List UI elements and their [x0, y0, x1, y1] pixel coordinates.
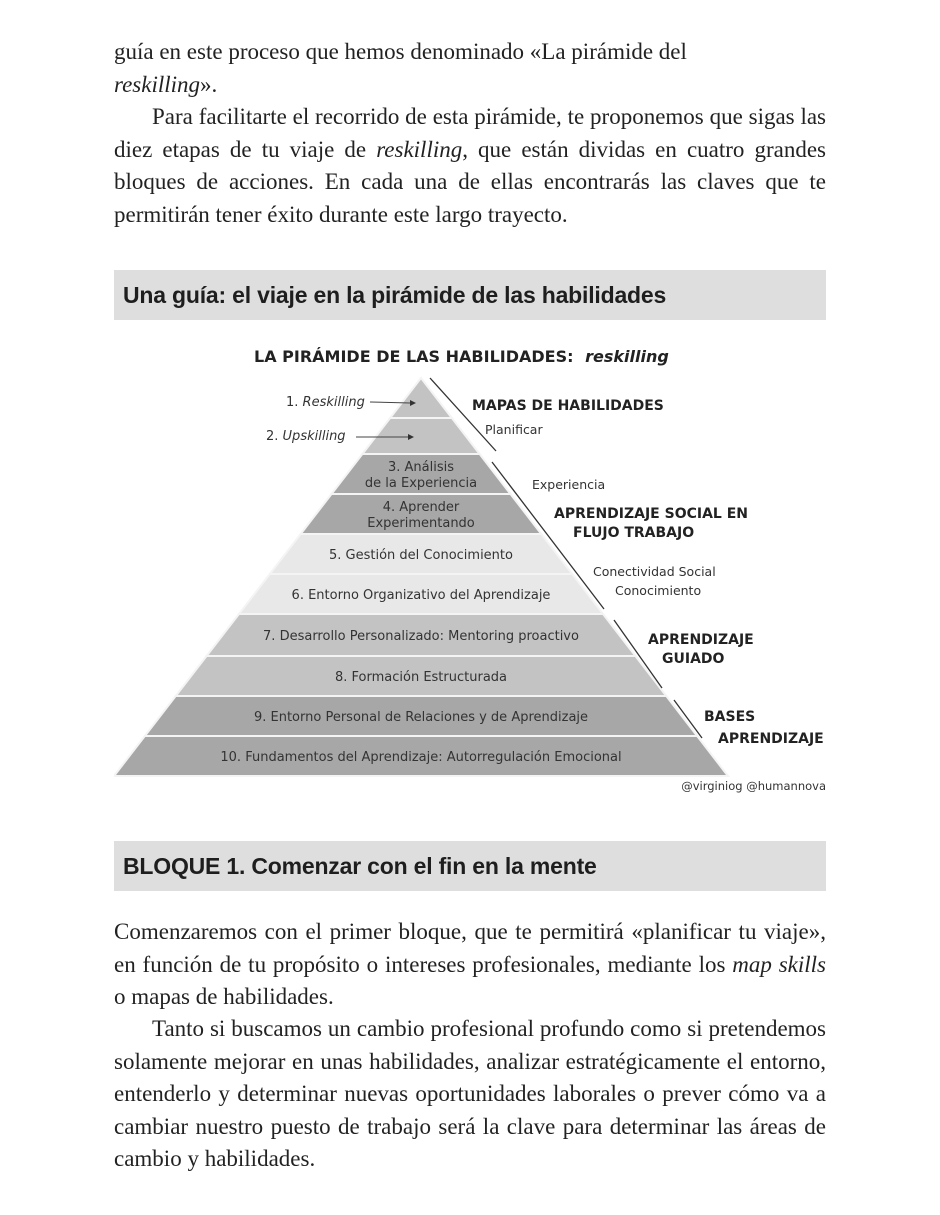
pyramid-level-9-label: 9. Entorno Personal de Relaciones y de Aprendizaje: [253, 710, 589, 725]
figure-title-term: reskilling: [585, 347, 669, 366]
group-social-sub-1: Conectividad Social: [593, 564, 716, 579]
group-mapas-title: MAPAS DE HABILIDADES: [472, 398, 664, 414]
intro-text: guía en este proceso que hemos denominado «La pirámide del: [114, 39, 687, 64]
pyramid-level-8-label: 8. Formación Estructurada: [334, 670, 508, 685]
block-heading: BLOQUE 1. Comenzar con el fin en la mente: [114, 841, 826, 891]
paragraph-4-text: Tanto si buscamos un cambio profesional profundo como si pretendemos solamente mejorar en unas habilidades, analizar estratégicamente el entorno, entenderlo y determinar nuevas oportunidades laborales o prever cómo va a cambiar nuestro puesto de trabajo será la clave para determinar las áreas de cambio y habilidades.: [114, 1016, 826, 1171]
skills-pyramid-figure: [114, 336, 830, 801]
level-2-label: 2. Upskilling: [266, 429, 346, 444]
group-bases-2: APRENDIZAJE: [718, 731, 824, 747]
level-1-label: 1. Reskilling: [286, 395, 365, 410]
figure-credit: @virginiog @humannova: [681, 779, 826, 793]
group-bases-1: BASES: [704, 709, 756, 725]
section-heading: Una guía: el viaje en la pirámide de las habilidades: [114, 270, 826, 320]
group-social-title-2: FLUJO TRABAJO: [573, 525, 695, 541]
intro-paragraph: [114, 36, 826, 101]
pyramid-level-6-label: 6. Entorno Organizativo del Aprendizaje: [291, 588, 551, 603]
group-mapas-sub: Planificar: [485, 422, 543, 437]
pyramid-level-7-label: 7. Desarrollo Personalizado: Mentoring proactivo: [263, 629, 579, 644]
group-guiado-2: GUIADO: [662, 651, 725, 667]
pyramid-level-3-label: 3. Análisis de la Experiencia: [364, 460, 478, 491]
pyramid-level-5-label: 5. Gestión del Conocimiento: [329, 548, 513, 563]
paragraph-3-text-b: o mapas de habilidades.: [114, 984, 334, 1009]
group-guiado-1: APRENDIZAJE: [648, 632, 754, 648]
paragraph-3: [114, 916, 826, 1014]
group-social-note: Experiencia: [532, 477, 606, 492]
paragraph-2: [114, 101, 826, 231]
pyramid-level-10-label: 10. Fundamentos del Aprendizaje: Autorregulación Emocional: [220, 750, 622, 765]
paragraph-2-text-a: Para facilitarte el recorrido de esta pirámide, te proponemos que sigas las diez etapas de tu viaje de: [114, 104, 826, 162]
pyramid-level-2: [362, 418, 479, 454]
group-social-title-1: APRENDIZAJE SOCIAL EN: [554, 506, 748, 522]
paragraph-2-text-b: , que están dividas en cuatro grandes bloques de acciones. En cada una de ellas encontrarás las claves que te permitirán tener éxito durante este largo trayecto.: [114, 136, 827, 227]
figure-title: [254, 347, 669, 366]
paragraph-4: [114, 1013, 826, 1176]
paragraph-3-text-a: Comenzaremos con el primer bloque, que te permitirá «planificar tu viaje», en función de tu propósito o intereses profesionales, mediante los: [114, 919, 826, 977]
paragraph-2-term: reskilling: [376, 136, 463, 162]
pyramid-level-4-label: 4. Aprender Experimentando: [367, 500, 475, 531]
intro-term: reskilling: [114, 71, 201, 97]
intro-end: ».: [200, 71, 218, 97]
pyramid-level-1: [390, 378, 452, 418]
figure-title-main: LA PIRÁMIDE DE LAS HABILIDADES:: [254, 347, 574, 366]
group-social-sub-2: Conocimiento: [615, 583, 702, 598]
paragraph-3-term: map skills: [732, 951, 827, 977]
